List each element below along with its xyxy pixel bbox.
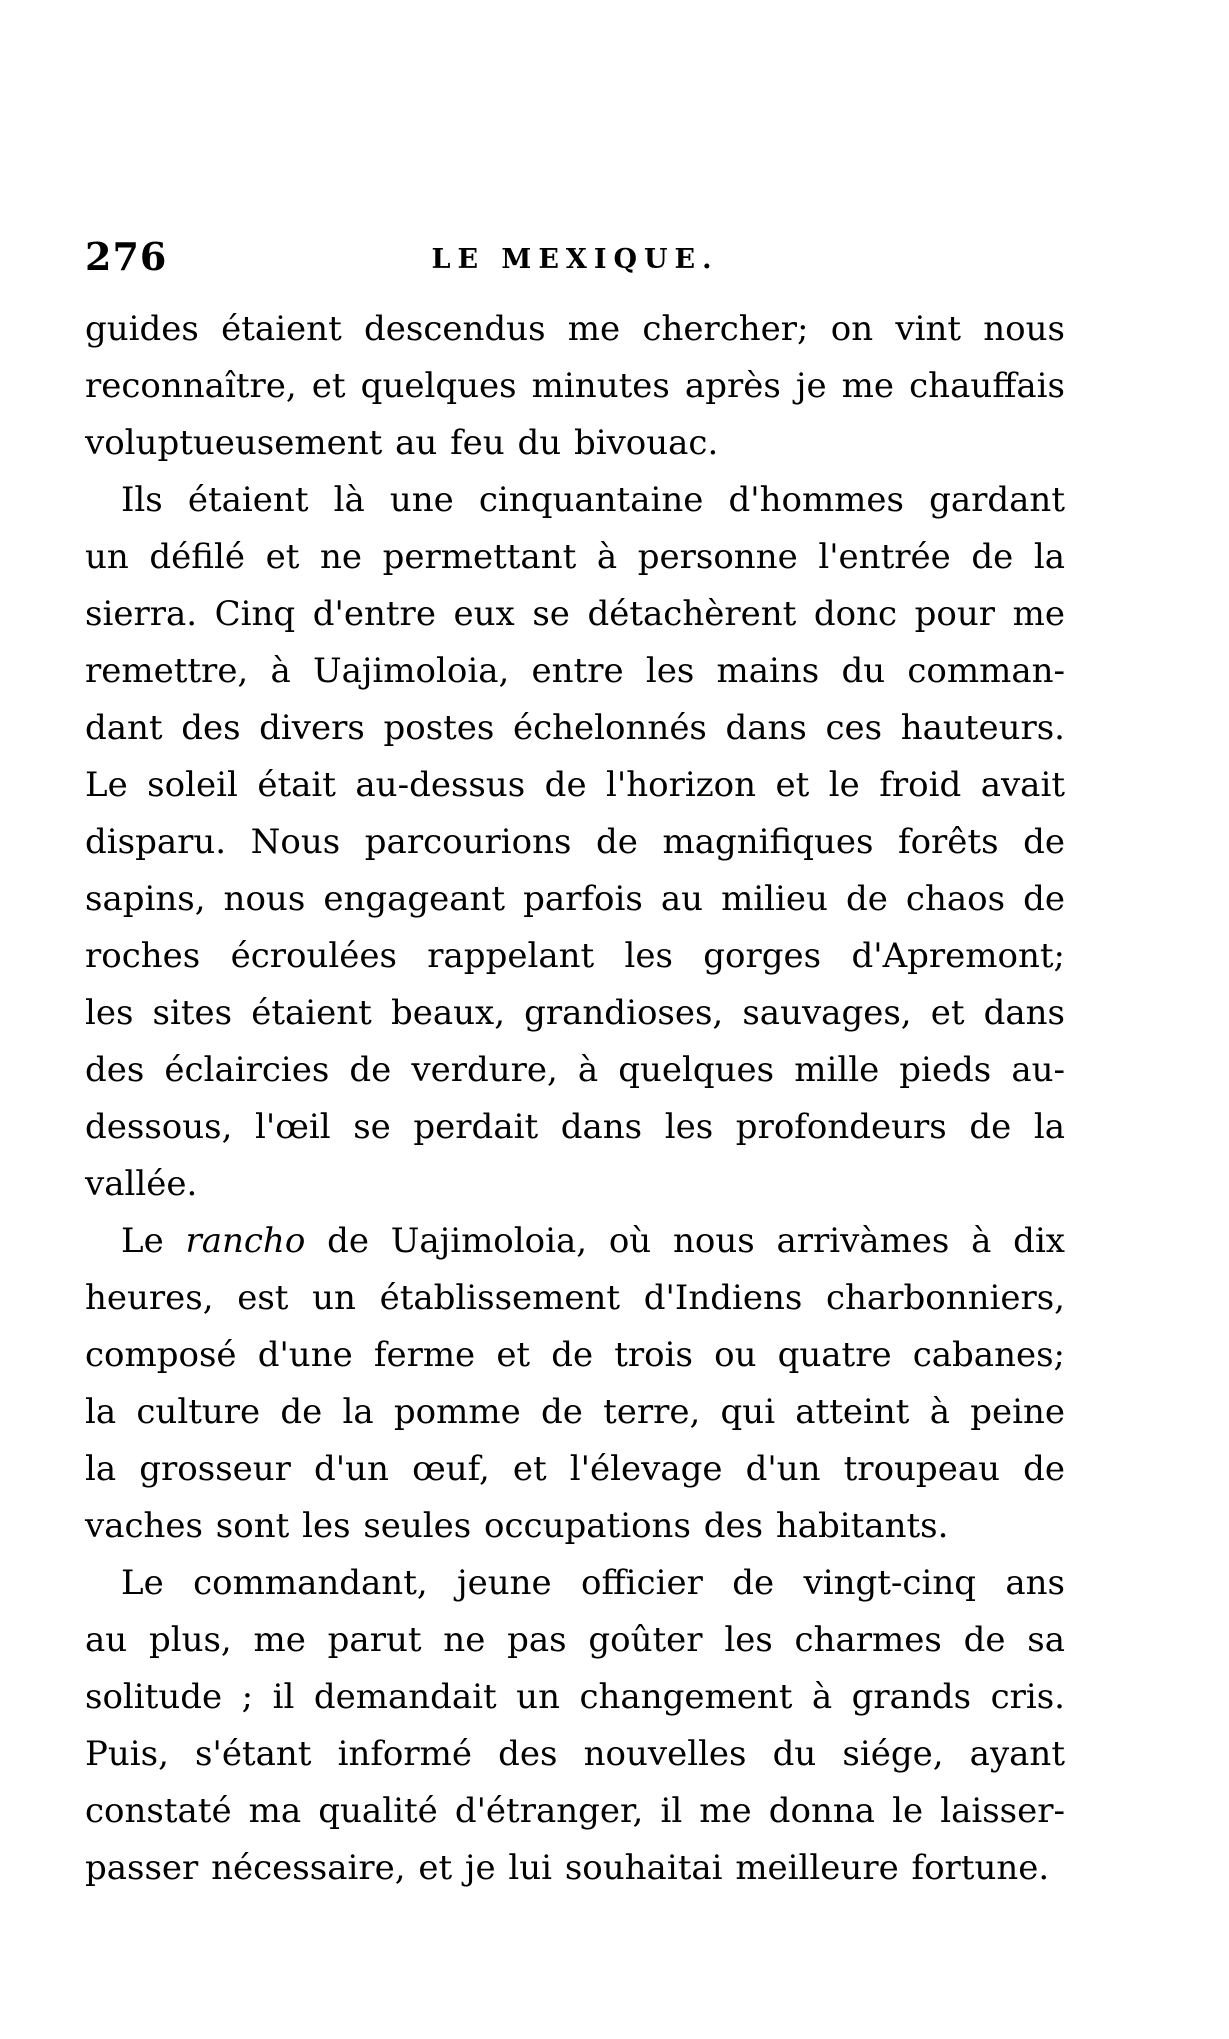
text-line: constaté ma qualité d'étranger, il me donna le laisser- bbox=[85, 1791, 1065, 1831]
text-line: Le commandant, jeune officier de vingt-cinq ans bbox=[121, 1563, 1065, 1603]
italic-text: rancho bbox=[185, 1221, 306, 1261]
text-line: vallée. bbox=[85, 1164, 198, 1204]
text-line: dant des divers postes échelonnés dans ces hauteurs. bbox=[85, 708, 1065, 748]
paragraph bbox=[85, 1213, 1065, 1555]
text-line: heures, est un établissement d'Indiens charbonniers, bbox=[85, 1278, 1065, 1318]
plain-text: Le bbox=[121, 1221, 186, 1261]
paragraph bbox=[85, 472, 1065, 1213]
text-line: les sites étaient beaux, grandioses, sauvages, et dans bbox=[85, 993, 1065, 1033]
plain-text: de Uajimoloia, où nous arrivàmes à dix bbox=[305, 1221, 1065, 1261]
running-header bbox=[85, 234, 1065, 288]
text-line: passer nécessaire, et je lui souhaitai meilleure fortune. bbox=[85, 1848, 1050, 1888]
text-line bbox=[85, 1213, 1065, 1270]
text-line: reconnaître, et quelques minutes après je me chauffais bbox=[85, 366, 1065, 406]
paragraph bbox=[85, 1555, 1065, 1897]
text-line: au plus, me parut ne pas goûter les charmes de sa bbox=[85, 1620, 1065, 1660]
body-text bbox=[85, 301, 1065, 1897]
text-line: composé d'une ferme et de trois ou quatre cabanes; bbox=[85, 1335, 1065, 1375]
text-line: la grosseur d'un œuf, et l'élevage d'un troupeau de bbox=[85, 1449, 1065, 1489]
text-line: un défilé et ne permettant à personne l'entrée de la bbox=[85, 537, 1065, 577]
text-line: guides étaient descendus me chercher; on vint nous bbox=[85, 309, 1065, 349]
text-line: des éclaircies de verdure, à quelques mille pieds au- bbox=[85, 1050, 1065, 1090]
text-line: roches écroulées rappelant les gorges d'Apremont; bbox=[85, 936, 1065, 976]
text-line: remettre, à Uajimoloia, entre les mains du comman- bbox=[85, 651, 1065, 691]
running-title: LE MEXIQUE. bbox=[431, 244, 719, 275]
text-line: solitude ; il demandait un changement à grands cris. bbox=[85, 1677, 1065, 1717]
text-line: Le soleil était au-dessus de l'horizon et le froid avait bbox=[85, 765, 1065, 805]
text-line: dessous, l'œil se perdait dans les profondeurs de la bbox=[85, 1107, 1065, 1147]
page-number: 276 bbox=[85, 234, 168, 279]
text-line: la culture de la pomme de terre, qui atteint à peine bbox=[85, 1392, 1065, 1432]
paragraph bbox=[85, 301, 1065, 472]
text-line: Ils étaient là une cinquantaine d'hommes gardant bbox=[121, 480, 1065, 520]
text-line: Puis, s'étant informé des nouvelles du siége, ayant bbox=[85, 1734, 1065, 1774]
text-line: voluptueusement au feu du bivouac. bbox=[85, 423, 719, 463]
text-line: sapins, nous engageant parfois au milieu de chaos de bbox=[85, 879, 1065, 919]
text-line: disparu. Nous parcourions de magnifiques forêts de bbox=[85, 822, 1065, 862]
text-line: sierra. Cinq d'entre eux se détachèrent donc pour me bbox=[85, 594, 1065, 634]
text-line: vaches sont les seules occupations des habitants. bbox=[85, 1506, 949, 1546]
